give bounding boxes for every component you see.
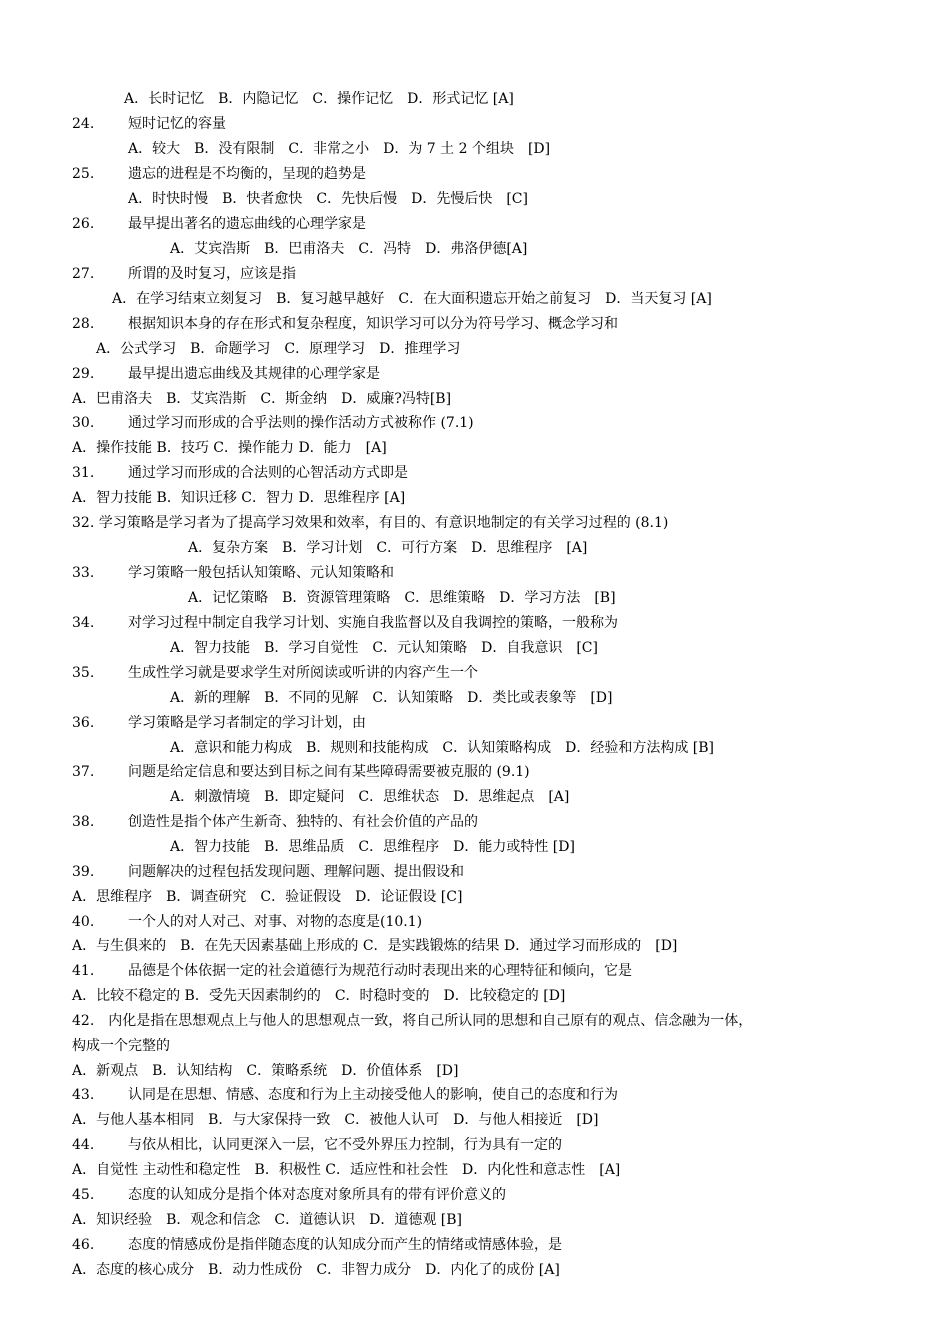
question-text: 通过学习而形成的合乎法则的操作活动方式被称作 (7.1) xyxy=(128,415,474,431)
answer-options: A．在学习结束立刻复习 B．复习越早越好 C．在大面积遗忘开始之前复习 D．当天复习 [A] xyxy=(112,291,712,307)
question-number: 45. xyxy=(72,1187,95,1203)
question-text: 品德是个体依据一定的社会道德行为规范行动时表现出来的心理特征和倾向，它是 xyxy=(128,963,632,979)
question-text: 所谓的及时复习，应该是指 xyxy=(128,266,296,282)
question-number: 31. xyxy=(72,465,95,481)
answer-options: A．巴甫洛夫 B．艾宾浩斯 C．斯金纳 D．威廉?冯特[B] xyxy=(72,391,452,407)
question-text: 短时记忆的容量 xyxy=(128,116,226,132)
answer-options: A．操作技能 B．技巧 C．操作能力 D．能力 [A] xyxy=(72,440,387,456)
question-text: 学习策略是学习者制定的学习计划，由 xyxy=(128,715,366,731)
question-number: 28. xyxy=(72,316,95,332)
question-text: 遗忘的进程是不均衡的，呈现的趋势是 xyxy=(128,166,366,182)
question-text: 认同是在思想、情感、态度和行为上主动接受他人的影响，使自己的态度和行为 xyxy=(128,1087,618,1103)
question-number: 37. xyxy=(72,764,95,780)
answer-options: A．智力技能 B．思维品质 C．思维程序 D．能力或特性 [D] xyxy=(170,839,575,855)
question-number: 35. xyxy=(72,665,95,681)
question-text: 通过学习而形成的合法则的心智活动方式即是 xyxy=(128,465,408,481)
question-number: 24. xyxy=(72,116,95,132)
question-number: 29. xyxy=(72,366,95,382)
question-number: 25. xyxy=(72,166,95,182)
question-number: 46. xyxy=(72,1237,95,1253)
answer-options: A．新的理解 B．不同的见解 C．认知策略 D．类比或表象等 [D] xyxy=(170,690,613,706)
question-text: 学习策略一般包括认知策略、元认知策略和 xyxy=(128,565,394,581)
question-text: 问题解决的过程包括发现问题、理解问题、提出假设和 xyxy=(128,864,464,880)
answer-options: A．思维程序 B．调查研究 C．验证假设 D．论证假设 [C] xyxy=(72,889,463,905)
question-number: 44. xyxy=(72,1137,95,1153)
question-text: 态度的情感成份是指伴随态度的认知成分而产生的情绪或情感体验，是 xyxy=(128,1237,562,1253)
question-number: 34. xyxy=(72,615,95,631)
answer-options: A．复杂方案 B．学习计划 C．可行方案 D．思维程序 [A] xyxy=(188,540,588,556)
answer-options: A．与他人基本相同 B．与大家保持一致 C．被他人认可 D．与他人相接近 [D] xyxy=(72,1112,599,1128)
question-text: 创造性是指个体产生新奇、独特的、有社会价值的产品的 xyxy=(128,814,478,830)
question-text: 一个人的对人对己、对事、对物的态度是(10.1) xyxy=(128,914,423,930)
answer-options: A．意识和能力构成 B．规则和技能构成 C．认知策略构成 D．经验和方法构成 [B] xyxy=(170,740,714,756)
answer-options: A．与生俱来的 B．在先天因素基础上形成的 C．是实践锻炼的结果 D．通过学习而形成的 [D] xyxy=(72,938,678,954)
question-number: 30. xyxy=(72,415,95,431)
answer-options: A．智力技能 B．知识迁移 C．智力 D．思维程序 [A] xyxy=(72,490,406,506)
question-number: 43. xyxy=(72,1087,95,1103)
question-line: 32. 学习策略是学习者为了提高学习效果和效率，有目的、有意识地制定的有关学习过程的 (8.1) xyxy=(72,515,669,531)
question-number: 39. xyxy=(72,864,95,880)
question-number: 27. xyxy=(72,266,95,282)
answer-options: A．比较不稳定的 B．受先天因素制约的 C．时稳时变的 D．比较稳定的 [D] xyxy=(72,988,566,1004)
answer-options: A．自觉性 主动性和稳定性 B．积极性 C．适应性和社会性 D．内化性和意志性 [A] xyxy=(72,1162,621,1178)
question-text: 生成性学习就是要求学生对所阅读或听讲的内容产生一个 xyxy=(128,665,478,681)
question-line: 42. 内化是指在思想观点上与他人的思想观点一致，将自己所认同的思想和自己原有的观点、信念融为一体， xyxy=(72,1013,753,1029)
question-number: 33. xyxy=(72,565,95,581)
question-text: 态度的认知成分是指个体对态度对象所具有的带有评价意义的 xyxy=(128,1187,506,1203)
answer-options: A．知识经验 B．观念和信念 C．道德认识 D．道德观 [B] xyxy=(72,1212,462,1228)
answer-options: A．长时记忆 B．内隐记忆 C．操作记忆 D．形式记忆 [A] xyxy=(124,91,514,107)
question-text: 最早提出遗忘曲线及其规律的心理学家是 xyxy=(128,366,380,382)
answer-options: A．刺激情境 B．即定疑问 C．思维状态 D．思维起点 [A] xyxy=(170,789,570,805)
answer-options: A．公式学习 B．命题学习 C．原理学习 D．推理学习 xyxy=(96,341,461,357)
question-text: 根据知识本身的存在形式和复杂程度，知识学习可以分为符号学习、概念学习和 xyxy=(128,316,618,332)
answer-options: A．较大 B．没有限制 C．非常之小 D．为 7 土 2 个组块 [D] xyxy=(128,141,551,157)
question-text: 与依从相比，认同更深入一层，它不受外界压力控制，行为具有一定的 xyxy=(128,1137,562,1153)
answer-options: A．智力技能 B．学习自觉性 C．元认知策略 D．自我意识 [C] xyxy=(170,640,598,656)
question-number: 36. xyxy=(72,715,95,731)
answer-options: A．态度的核心成分 B．动力性成份 C．非智力成分 D．内化了的成份 [A] xyxy=(72,1262,560,1278)
answer-options: A．时快时慢 B．快者愈快 C．先快后慢 D．先慢后快 [C] xyxy=(128,191,528,207)
question-number: 26. xyxy=(72,216,95,232)
question-text: 最早提出著名的遗忘曲线的心理学家是 xyxy=(128,216,366,232)
answer-options: A．新观点 B．认知结构 C．策略系统 D．价值体系 [D] xyxy=(72,1063,459,1079)
answer-options: A．艾宾浩斯 B．巴甫洛夫 C．冯特 D．弗洛伊德[A] xyxy=(170,241,528,257)
question-continuation: 构成一个完整的 xyxy=(72,1038,170,1054)
answer-options: A．记忆策略 B．资源管理策略 C．思维策略 D．学习方法 [B] xyxy=(188,590,616,606)
question-number: 38. xyxy=(72,814,95,830)
question-number: 41. xyxy=(72,963,95,979)
question-text: 对学习过程中制定自我学习计划、实施自我监督以及自我调控的策略，一般称为 xyxy=(128,615,618,631)
question-number: 40. xyxy=(72,914,95,930)
question-text: 问题是给定信息和要达到目标之间有某些障碍需要被克服的 (9.1) xyxy=(128,764,530,780)
